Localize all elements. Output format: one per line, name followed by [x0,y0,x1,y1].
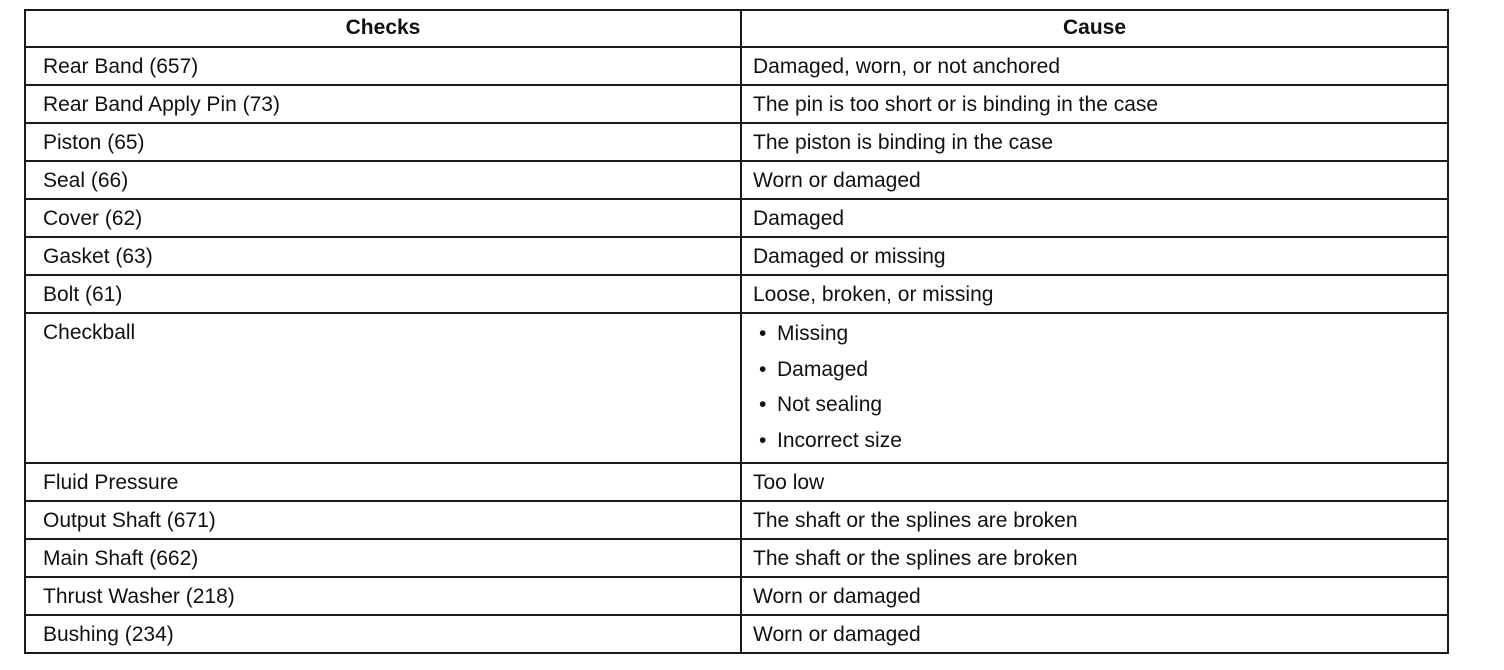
table-row [25,161,1448,199]
cause-cell: Worn or damaged [741,577,1448,615]
bullet-text: Damaged [777,357,869,381]
check-cell: Output Shaft (671) [25,501,741,539]
cause-cell: Worn or damaged [741,161,1448,199]
bullet-icon: • [759,322,767,345]
table-row [25,237,1448,275]
cause-bullet-list [753,316,1437,458]
bullet-text: Incorrect size [777,428,902,452]
table-row [25,85,1448,123]
bullet-text: Missing [777,322,849,345]
check-cell: Cover (62) [25,199,741,237]
bullet-icon: • [759,393,767,416]
bullet-item [753,387,1437,423]
table-header-row [25,10,1448,47]
check-cell: Bolt (61) [25,275,741,313]
table-row [25,199,1448,237]
table-row [25,501,1448,539]
cause-cell: Damaged [741,199,1448,237]
cause-cell: Worn or damaged [741,615,1448,653]
table-row [25,577,1448,615]
check-cell: Gasket (63) [25,237,741,275]
bullet-text: Not sealing [777,393,883,416]
bullet-item [753,316,1437,352]
check-cell: Piston (65) [25,123,741,161]
check-cell: Fluid Pressure [25,463,741,501]
bullet-item [753,423,1437,459]
table-row [25,47,1448,85]
cause-cell: The shaft or the splines are broken [741,539,1448,577]
table-row [25,313,1448,463]
table-row [25,275,1448,313]
bullet-item [753,352,1437,388]
check-cell: Bushing (234) [25,615,741,653]
cause-cell: Too low [741,463,1448,501]
check-cell: Main Shaft (662) [25,539,741,577]
check-cell: Checkball [25,313,741,463]
check-cell: Thrust Washer (218) [25,577,741,615]
bullet-icon: • [759,357,767,381]
header-cause: Cause [741,10,1448,47]
cause-cell: Loose, broken, or missing [741,275,1448,313]
header-checks: Checks [25,10,741,47]
cause-cell: Damaged or missing [741,237,1448,275]
cause-cell: The piston is binding in the case [741,123,1448,161]
checks-cause-table [24,9,1449,654]
table-row [25,123,1448,161]
table-row [25,539,1448,577]
cause-cell: The pin is too short or is binding in the case [741,85,1448,123]
cause-cell [741,313,1448,463]
check-cell: Rear Band (657) [25,47,741,85]
check-cell: Rear Band Apply Pin (73) [25,85,741,123]
table-row [25,615,1448,653]
cause-cell: Damaged, worn, or not anchored [741,47,1448,85]
check-cell: Seal (66) [25,161,741,199]
table-row [25,463,1448,501]
cause-cell: The shaft or the splines are broken [741,501,1448,539]
bullet-icon: • [759,428,767,452]
